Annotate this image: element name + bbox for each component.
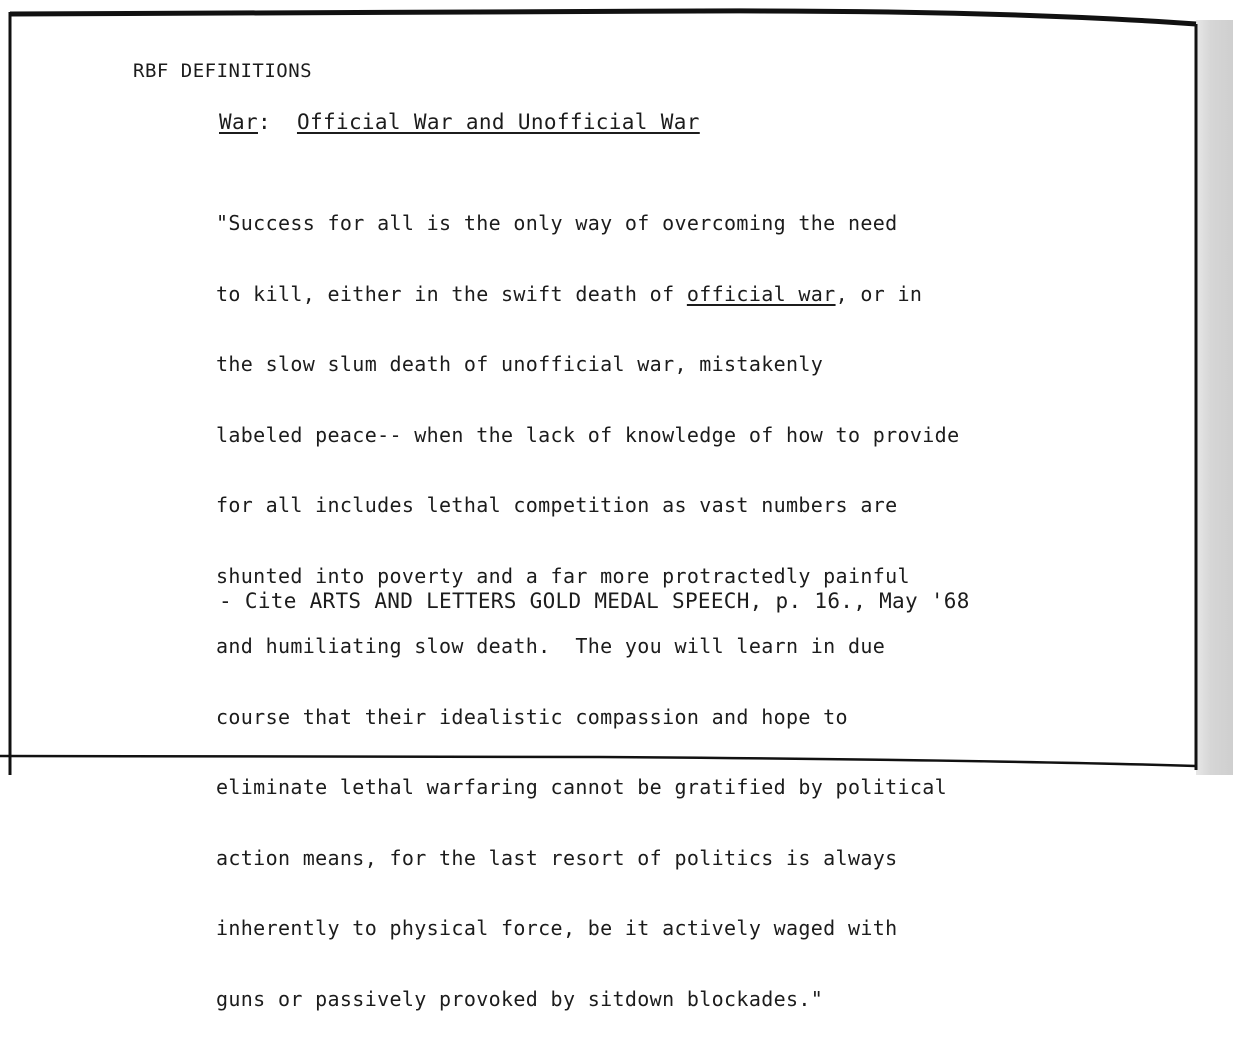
quote-line: labeled peace-- when the lack of knowledge of how to provide xyxy=(216,422,960,447)
quote-line: guns or passively provoked by sitdown blockades." xyxy=(216,986,824,1011)
quote-line: shunted into poverty and a far more protractedly painful xyxy=(216,563,910,588)
heading-title: Official War and Unofficial War xyxy=(296,110,700,134)
page-header: RBF DEFINITIONS xyxy=(133,60,313,82)
quote-line: course that their idealistic compassion and hope to xyxy=(216,704,848,729)
quote-line: "Success for all is the only way of overcoming the need xyxy=(216,211,898,235)
quote-line: to kill, either in the swift death of official war, or in xyxy=(216,281,923,306)
definition-heading xyxy=(219,111,700,135)
quote-line: action means, for the last resort of politics is always xyxy=(216,845,898,870)
quote-line: eliminate lethal warfaring cannot be gratified by political xyxy=(216,775,948,799)
underlined-phrase: official war xyxy=(686,281,836,306)
heading-separator: : xyxy=(257,110,297,134)
quote-line: the slow slum death of unofficial war, mistakenly xyxy=(216,352,824,376)
quote-line: for all includes lethal competition as vast numbers are xyxy=(216,493,898,517)
quote-line: inherently to physical force, be it actively waged with xyxy=(216,916,898,940)
citation: - Cite ARTS AND LETTERS GOLD MEDAL SPEECH, p. 16., May '68 xyxy=(219,589,970,613)
quote-line: and humiliating slow death. The you will learn in due xyxy=(216,634,886,658)
heading-term: War xyxy=(219,110,258,134)
